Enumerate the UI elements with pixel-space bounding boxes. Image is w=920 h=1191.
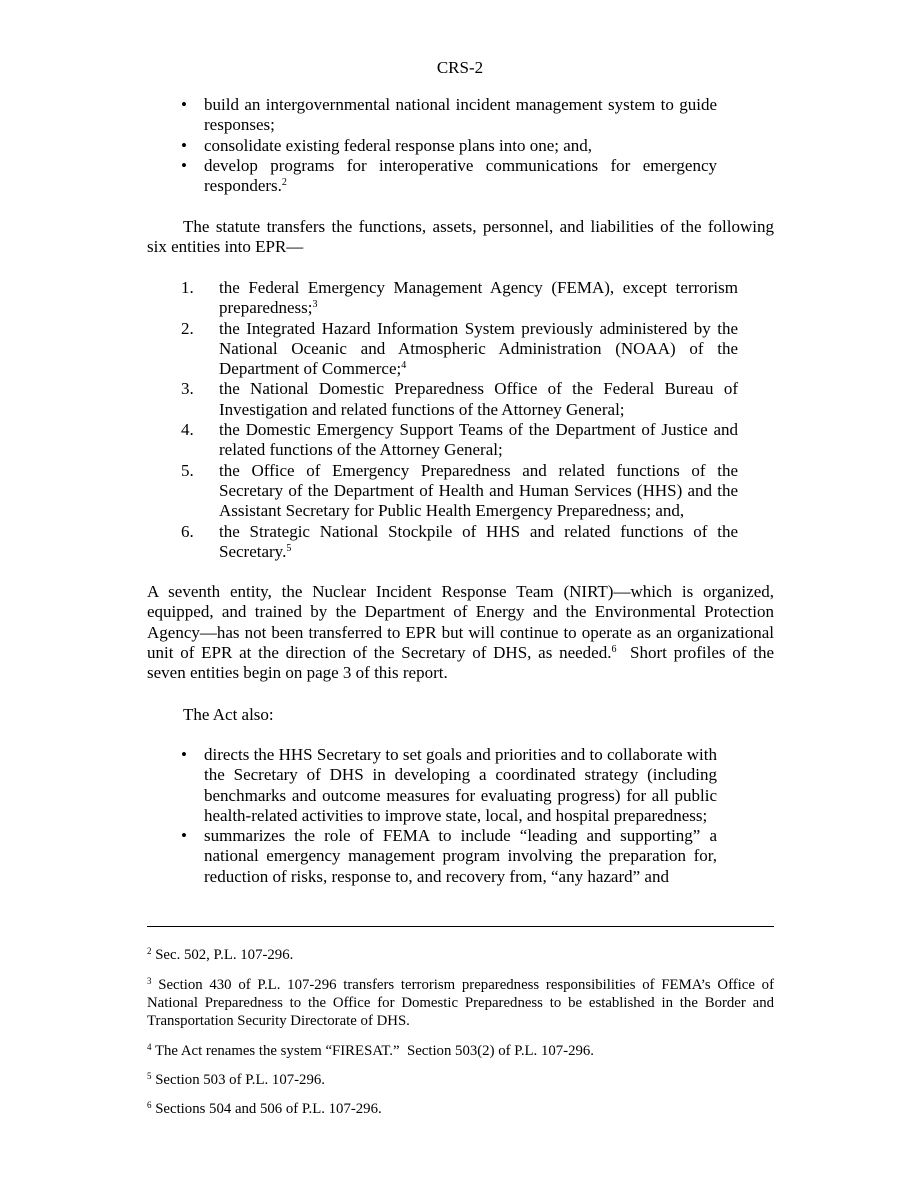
footnote-5: $^5$ Section 503 of P.L. 107-296. <box>147 1071 325 1088</box>
footnote-ref: 4 <box>401 360 407 372</box>
list-item: • summarizes the role of FEMA to include “leading and supporting” a national emergency management program involving the preparation for, reduction of risks, response to, and recovery from, “any hazard” and <box>181 826 717 886</box>
list-item: 1. the Federal Emergency Management Agency (FEMA), except terrorism preparedness;$^3$ <box>181 278 738 318</box>
bullet-icon: • <box>181 826 187 846</box>
list-item: • directs the HHS Secretary to set goals and priorities and to collaborate with the Secretary of DHS in developing a coordinated strategy (including benchmarks and outcome measures for evaluating progress) for all public health-related activities to improve state, local, and hospital preparedness; <box>181 745 717 825</box>
bullet-icon: • <box>181 135 187 155</box>
page-number-header: CRS-2 <box>436 58 484 77</box>
entities-numbered-list <box>181 278 738 562</box>
footnote-ref: 3 <box>312 299 318 311</box>
act-also-paragraph: The Act also: <box>183 705 274 724</box>
list-item: 4. the Domestic Emergency Support Teams of the Department of Justice and related functions of the Attorney General; <box>181 420 738 460</box>
footnote-3: $^3$ Section 430 of P.L. 107-296 transfers terrorism preparedness responsibilities of FEMA’s Office of National Preparedness to the Office for Domestic Preparedness to be established in the Border and Transportation Security Directorate of DHS. <box>147 976 774 1029</box>
act-provisions-bullet-list <box>181 745 717 887</box>
footnote-4: $^4$ The Act renames the system “FIRESAT.” Section 503(2) of P.L. 107-296. <box>147 1042 594 1059</box>
footnote-2: $^2$ Sec. 502, P.L. 107-296. <box>147 946 294 963</box>
footnote-6: $^6$ Sections 504 and 506 of P.L. 107-296. <box>147 1100 382 1117</box>
footnote-ref: 6 <box>611 643 617 655</box>
list-item: 6. the Strategic National Stockpile of HHS and related functions of the Secretary.$^5$ <box>181 521 738 561</box>
footnote-divider <box>147 926 774 927</box>
bullet-icon: • <box>181 95 187 114</box>
list-item: 2. the Integrated Hazard Information System previously administered by the National Oceanic and Atmospheric Administration (NOAA) of the Department of Commerce;$^4$ <box>181 318 738 379</box>
list-item: • develop programs for interoperative communications for emergency responders.$^2$ <box>181 155 717 196</box>
responsibilities-bullet-list <box>181 95 717 196</box>
list-item: 5. the Office of Emergency Preparedness and related functions of the Secretary of the Department of Health and Human Services (HHS) and the Assistant Secretary for Public Health Emergency Preparedness; and, <box>181 460 738 521</box>
bullet-icon: • <box>181 155 187 175</box>
seventh-entity-paragraph: A seventh entity, the Nuclear Incident Response Team (NIRT)—which is organized, equipped, and trained by the Department of Energy and the Environmental Protection Agency—has not been transferred to EPR but will continue to operate as an organizational unit of EPR at the direction of the Secretary of DHS, as needed.$^6$ Short profiles of the seven entities begin on page 3 of this report. <box>147 582 779 683</box>
footnote-ref: 5 <box>286 542 292 554</box>
footnote-ref: 2 <box>281 177 287 189</box>
list-item: • build an intergovernmental national incident management system to guide responses; <box>181 95 717 135</box>
list-item: 3. the National Domestic Preparedness Office of the Federal Bureau of Investigation and related functions of the Attorney General; <box>181 379 738 419</box>
intro-paragraph: The statute transfers the functions, assets, personnel, and liabilities of the following six entities into EPR— <box>147 217 774 257</box>
bullet-icon: • <box>181 745 187 764</box>
list-item: • consolidate existing federal response plans into one; and, <box>181 135 593 155</box>
